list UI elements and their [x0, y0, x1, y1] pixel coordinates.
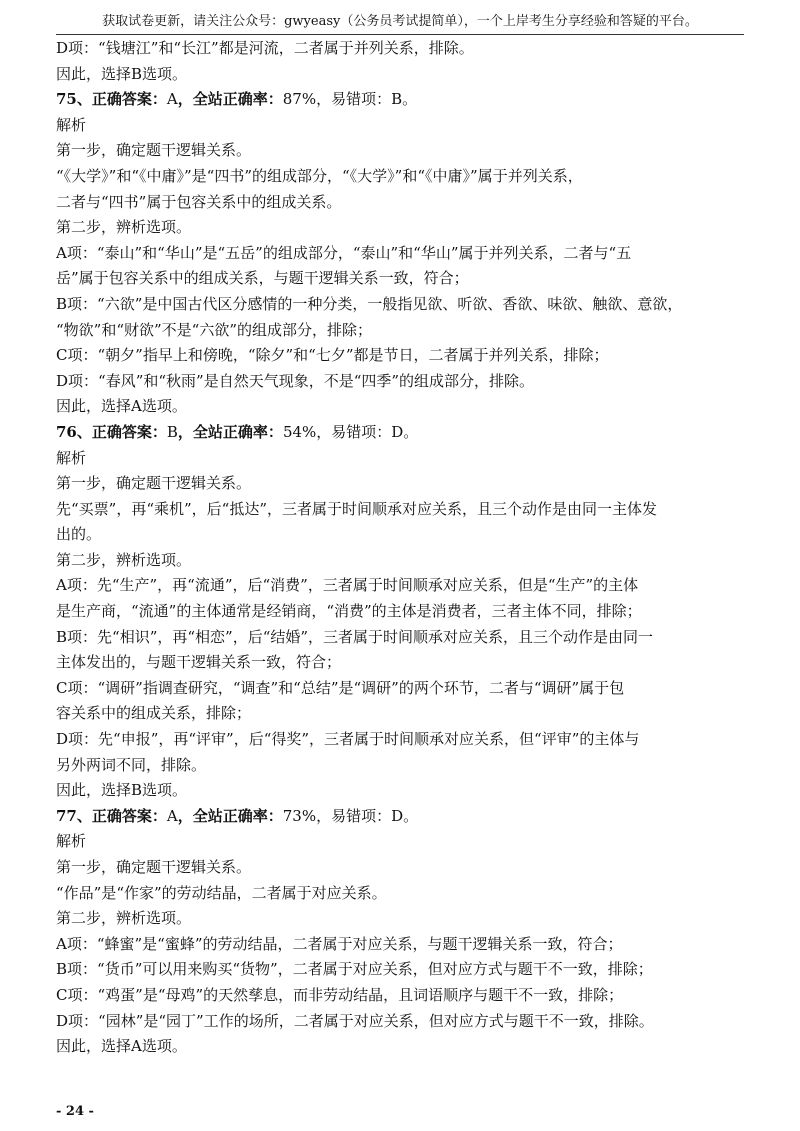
accuracy-label: 全站正确率： — [192, 422, 283, 441]
text-line: “《大学》”和“《中庸》”是“四书”的组成部分，“《大学》”和“《中庸》”属于并列关系， — [56, 166, 583, 185]
text-line: D项：先“申报”，再“评审”，后“得奖”，三者属于时间顺承对应关系，但“评审”的主体与 — [56, 730, 640, 749]
text-line: 先“买票”，再“乘机”，后“抵达”，三者属于时间顺承对应关系，且三个动作是由同一主体发 — [56, 499, 658, 518]
text-line: 因此，选择B选项。 — [56, 64, 188, 83]
text-line: “作品”是“作家”的劳动结晶，二者属于对应关系。 — [56, 883, 387, 902]
question-answer-header — [56, 420, 746, 446]
text-line: B项：“货币”可以用来购买“货物”，二者属于对应关系，但对应方式与题干不一致，排除； — [56, 960, 653, 979]
text-line: A项：“泰山”和“华山”是“五岳”的组成部分，“泰山”和“华山”属于并列关系，二者与“五 — [56, 243, 632, 262]
page-header: 获取试卷更新，请关注公众号：gwyeasy（公务员考试提简单），一个上岸考生分享经验和答疑的平台。 — [102, 14, 698, 29]
text-line: C项：“朝夕”指早上和傍晚，“除夕”和“七夕”都是节日，二者属于并列关系，排除； — [56, 346, 609, 365]
text-line: “物欲”和“财欲”不是“六欲”的组成部分，排除； — [56, 320, 373, 339]
separator: ， — [177, 90, 193, 109]
text-line: 第二步，辨析选项。 — [56, 909, 192, 928]
common-mistake: 易错项：D。 — [331, 422, 419, 441]
text-line: 解析 — [56, 448, 87, 467]
text-line: B项：先“相识”，再“相恋”，后“结婚”，三者属于时间顺承对应关系，且三个动作是由同一 — [56, 627, 654, 646]
common-mistake: 易错项：D。 — [331, 806, 419, 825]
common-mistake: 易错项：B。 — [331, 90, 418, 109]
text-line: 另外两词不同，排除。 — [56, 755, 207, 774]
text-line: 第二步，辨析选项。 — [56, 218, 192, 237]
question-answer-header — [56, 87, 746, 113]
text-line: 因此，选择A选项。 — [56, 397, 187, 416]
text-line: C项：“鸡蛋”是“母鸡”的天然孳息，而非劳动结晶，且词语顺序与题干不一致，排除； — [56, 985, 624, 1004]
text-line: 因此，选择B选项。 — [56, 781, 188, 800]
separator: ， — [177, 422, 193, 441]
text-line: 出的。 — [56, 525, 102, 544]
question-answer-header — [56, 804, 746, 830]
page-number: - 24 - — [56, 1104, 94, 1119]
text-line: D项：“园林”是“园丁”工作的场所，二者属于对应关系，但对应方式与题干不一致，排除。 — [56, 1011, 654, 1030]
text-line: D项：“钱塘江”和“长江”都是河流，二者属于并列关系，排除。 — [56, 39, 474, 57]
text-line: 解析 — [56, 832, 87, 851]
accuracy-rate: 54%， — [282, 422, 332, 441]
accuracy-rate: 87%， — [282, 90, 332, 109]
text-line: 是生产商，“流通”的主体通常是经销商，“消费”的主体是消费者，三者主体不同，排除； — [56, 602, 642, 621]
text-line: 第一步，确定题干逻辑关系。 — [56, 474, 252, 493]
text-line: 主体发出的，与题干逻辑关系一致，符合； — [56, 653, 342, 672]
text-line: 第一步，确定题干逻辑关系。 — [56, 141, 252, 160]
accuracy-label: 全站正确率： — [192, 806, 283, 825]
text-line: D项：“春风”和“秋雨”是自然天气现象，不是“四季”的组成部分，排除。 — [56, 371, 535, 390]
correct-answer: A — [166, 90, 178, 109]
accuracy-label: 全站正确率： — [192, 90, 283, 109]
text-line: 第二步，辨析选项。 — [56, 550, 192, 569]
text-line: C项：“调研”指调查研究，“调查”和“总结”是“调研”的两个环节，二者与“调研”属于包 — [56, 678, 625, 697]
text-line: 岳”属于包容关系中的组成关系，与题干逻辑关系一致，符合； — [56, 269, 469, 288]
text-line: 二者与“四书”属于包容关系中的组成关系。 — [56, 192, 342, 211]
answer-label: 75、正确答案： — [56, 90, 167, 109]
text-line: 因此，选择A选项。 — [56, 1037, 187, 1056]
text-line: A项：“蜂蜜”是“蜜蜂”的劳动结晶，二者属于对应关系，与题干逻辑关系一致，符合； — [56, 934, 623, 953]
correct-answer: A — [166, 806, 178, 825]
answer-label: 76、正确答案： — [56, 422, 167, 441]
text-line: A项：先“生产”，再“流通”，后“消费”，三者属于时间顺承对应关系，但是“生产”的主体 — [56, 576, 639, 595]
text-line: 解析 — [56, 115, 87, 134]
text-line: 第一步，确定题干逻辑关系。 — [56, 858, 252, 876]
correct-answer: B — [166, 422, 178, 441]
accuracy-rate: 73%， — [282, 806, 332, 825]
answer-label: 77、正确答案： — [56, 806, 167, 825]
text-line: 容关系中的组成关系，排除； — [56, 704, 252, 723]
separator: ， — [177, 806, 193, 825]
text-line: B项：“六欲”是中国古代区分感情的一种分类，一般指见欲、听欲、香欲、味欲、触欲、意欲， — [56, 294, 683, 313]
document-body — [56, 36, 746, 1060]
header-divider — [56, 34, 744, 35]
